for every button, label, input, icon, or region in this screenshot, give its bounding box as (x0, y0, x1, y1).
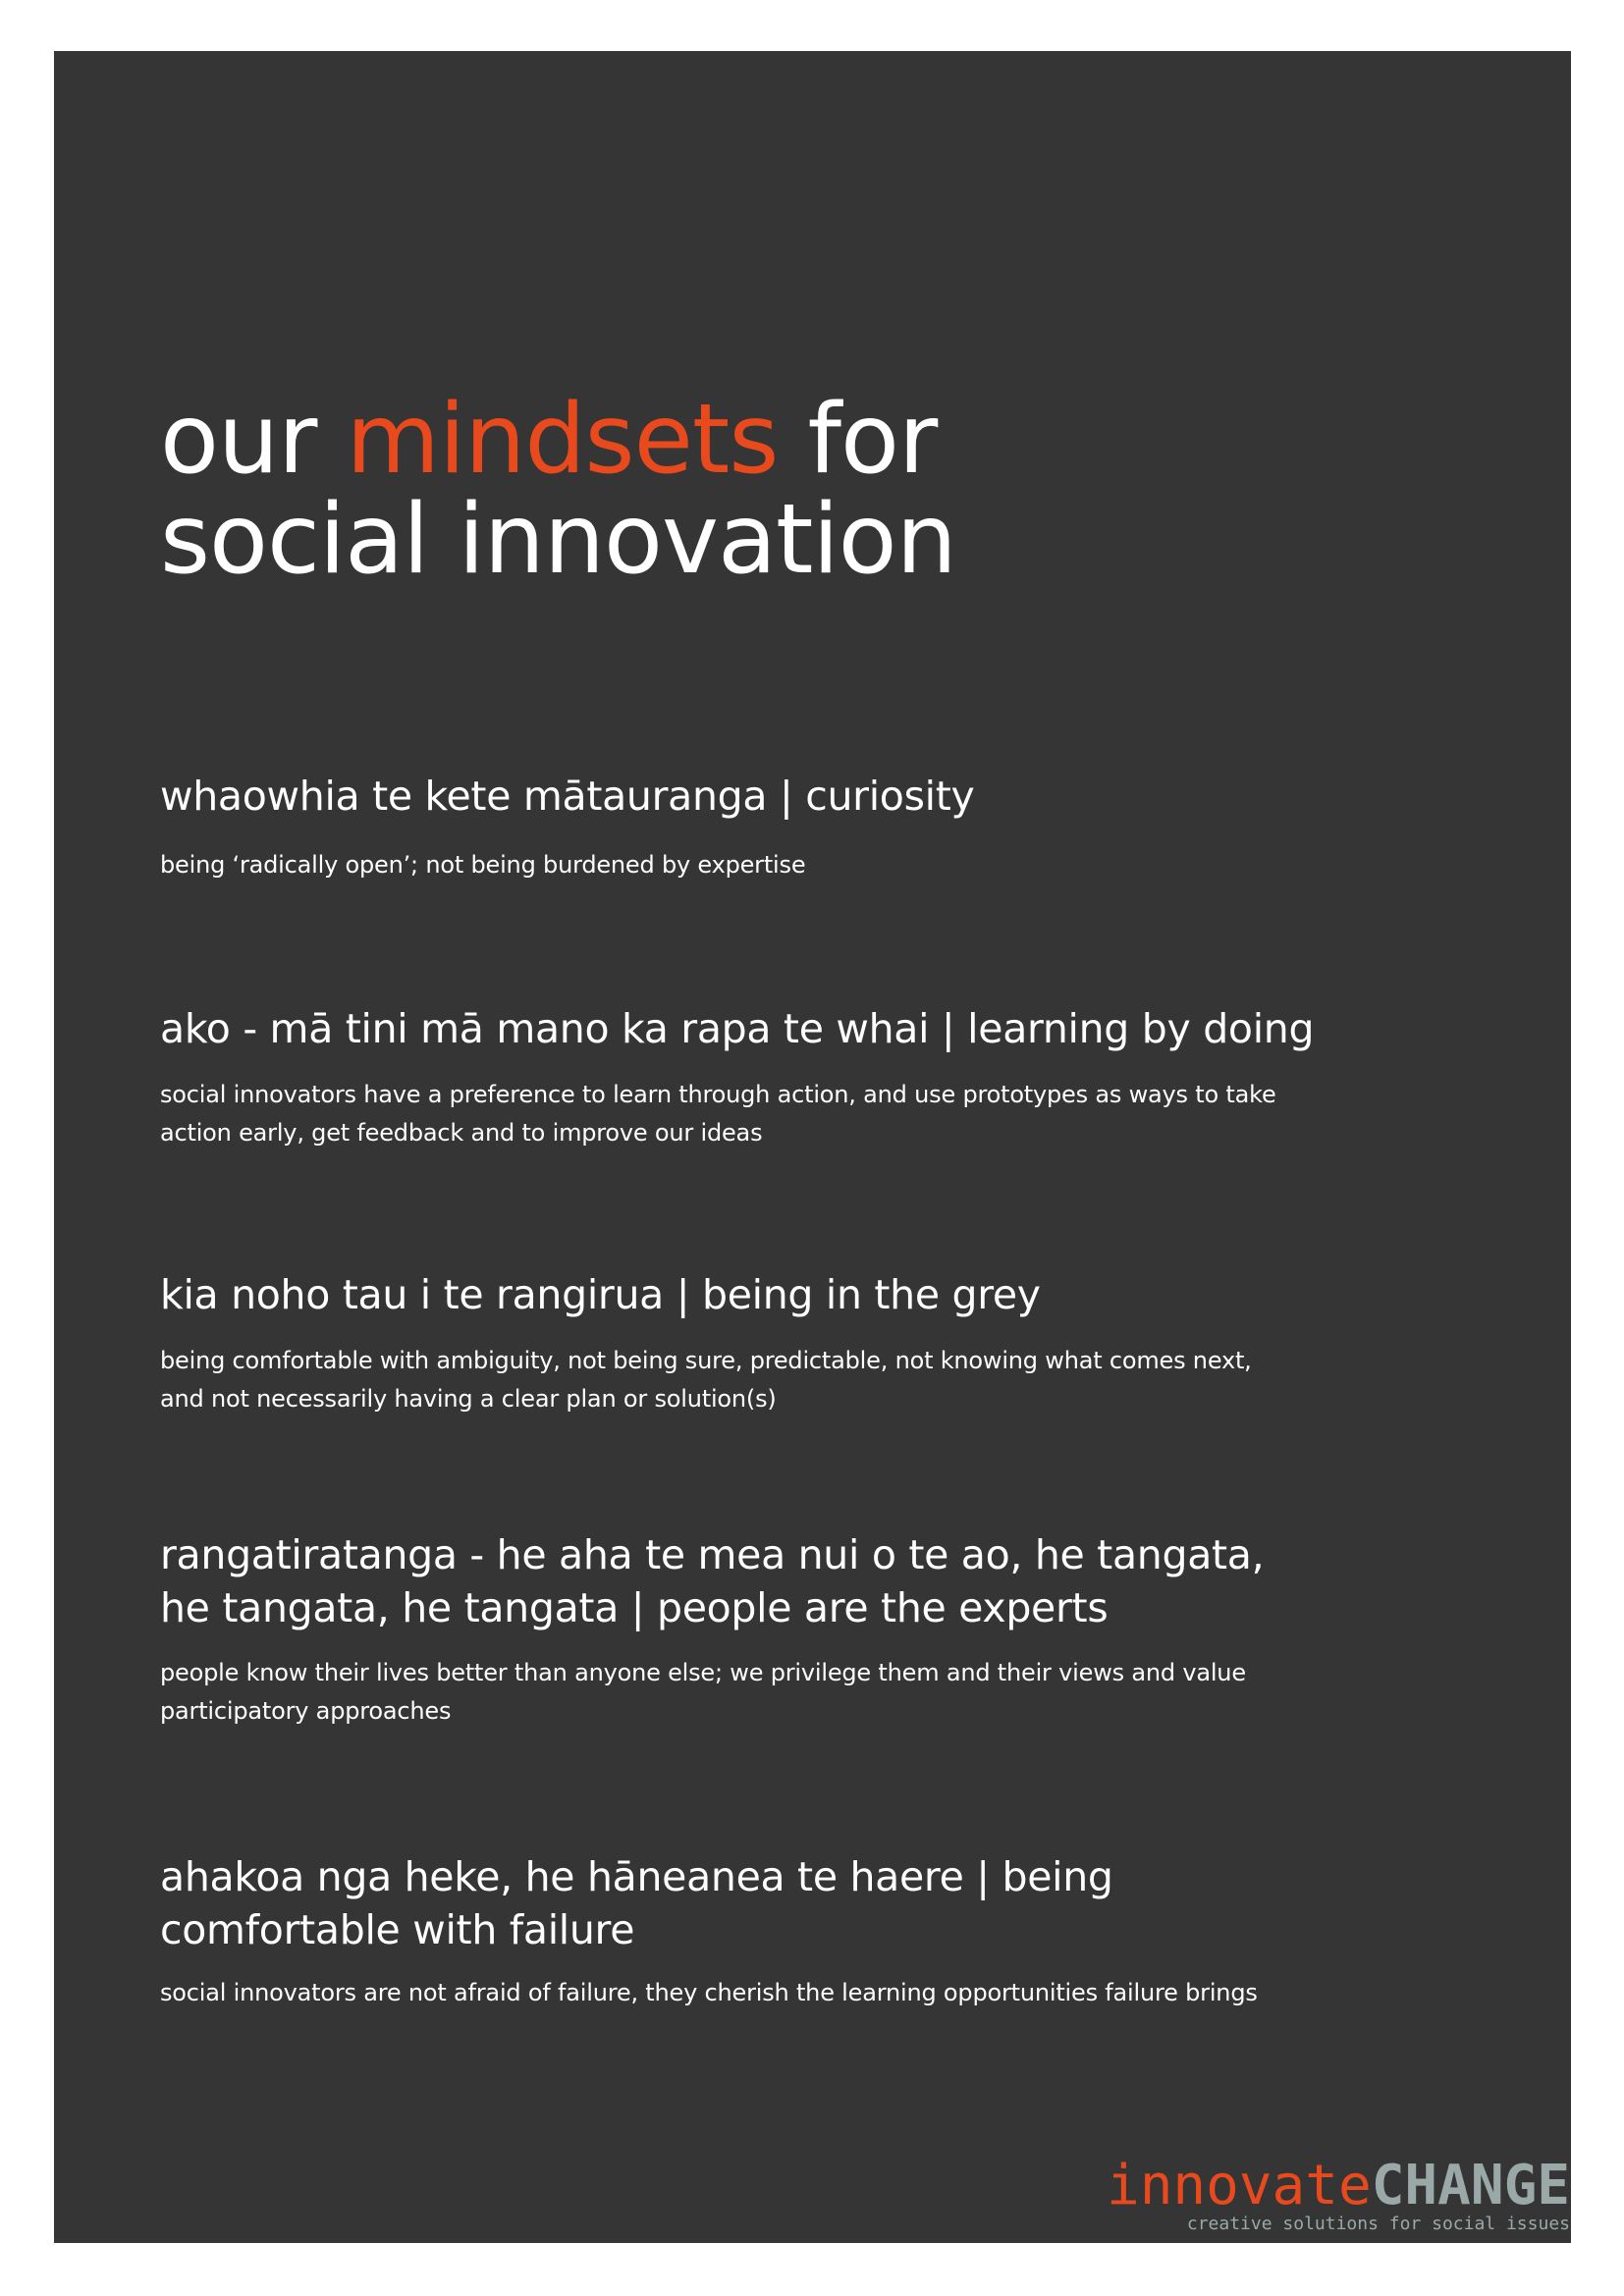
mindset-comfortable-with-failure (160, 1850, 1407, 2012)
mindset-description-line: action early, get feedback and to improve our ideas (160, 1119, 763, 1147)
title-line-2: social innovation (160, 484, 956, 596)
mindset-description (160, 1342, 1407, 1418)
title-accent-mindsets: mindsets (346, 384, 779, 496)
mindset-description-line: social innovators have a preference to learn through action, and use prototypes as ways to take (160, 1081, 1276, 1108)
page-title (160, 384, 956, 596)
poster-background (54, 51, 1571, 2243)
logo-wordmark (1084, 2154, 1570, 2217)
mindset-description-line: participatory approaches (160, 1697, 452, 1725)
logo-tagline: creative solutions for social issues (1186, 2214, 1570, 2234)
logo-change-text: CHANGE (1371, 2154, 1570, 2217)
mindset-curiosity (160, 770, 1407, 884)
innovate-change-logo (1084, 2154, 1570, 2235)
mindset-description (160, 1654, 1407, 1731)
mindset-heading (160, 1850, 1407, 1956)
mindset-heading: ako - mā tini mā mano ka rapa te whai | learning by doing (160, 1005, 1315, 1052)
mindset-heading: whaowhia te kete mātauranga | curiosity (160, 773, 975, 820)
mindset-description (160, 1076, 1407, 1152)
mindset-heading-line: ahakoa nga heke, he hāneanea te haere | being (160, 1853, 1113, 1900)
mindset-heading-line: comfortable with failure (160, 1906, 635, 1953)
mindset-learning-by-doing (160, 1002, 1407, 1152)
mindset-heading-line: he tangata, he tangata | people are the experts (160, 1584, 1109, 1631)
mindset-heading (160, 1528, 1407, 1634)
mindset-description-line: people know their lives better than anyone else; we privilege them and their views and value (160, 1659, 1246, 1686)
mindset-people-are-the-experts (160, 1528, 1407, 1731)
mindset-heading-line: rangatiratanga - he aha te mea nui o te ao, he tangata, (160, 1531, 1265, 1578)
title-word-our: our (160, 384, 317, 496)
title-word-for: for (807, 384, 938, 496)
mindset-heading: kia noho tau i te rangirua | being in the grey (160, 1271, 1041, 1318)
mindset-description: being ‘radically open’; not being burdened by expertise (160, 851, 806, 879)
mindset-description-line: being comfortable with ambiguity, not being sure, predictable, not knowing what comes next, (160, 1347, 1252, 1374)
mindset-description-line: and not necessarily having a clear plan or solution(s) (160, 1385, 777, 1413)
mindset-being-in-the-grey (160, 1268, 1407, 1418)
mindset-description: social innovators are not afraid of failure, they cherish the learning opportunities failure brings (160, 1979, 1258, 2006)
logo-innovate-text: innovate (1106, 2154, 1372, 2217)
